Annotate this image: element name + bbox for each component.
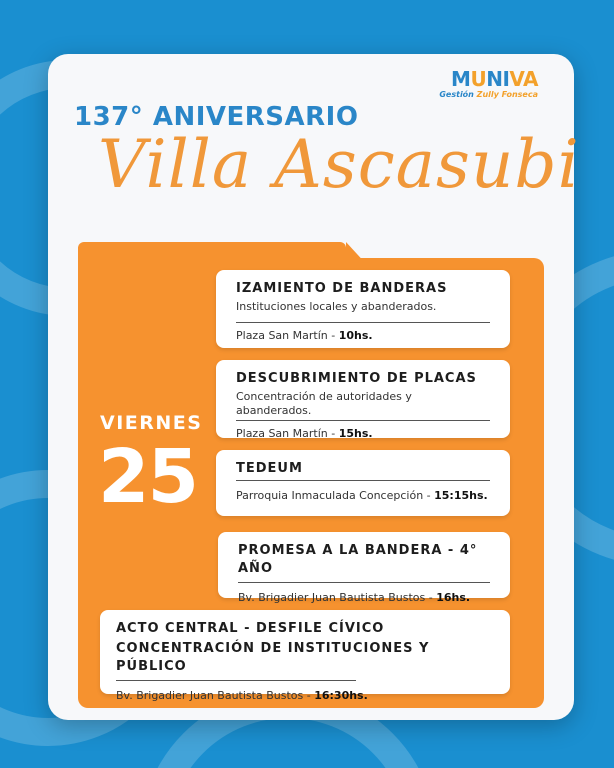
event-time: 15:15hs. (434, 489, 488, 502)
event-time: 10hs. (338, 329, 373, 342)
weekday-label: VIERNES (100, 412, 203, 434)
anniversary-title: 137° ANIVERSARIO (74, 102, 359, 132)
event-subtitle: CONCENTRACIÓN DE INSTITUCIONES Y PÚBLICO (116, 641, 430, 674)
event-title: TEDEUM (236, 461, 303, 476)
logo-letters-ni: NI (486, 67, 510, 91)
event-title: ACTO CENTRAL - DESFILE CÍVICO (116, 621, 385, 636)
event-card-tedeum (216, 450, 510, 516)
event-location (236, 489, 490, 503)
logo-tagline-name: Zully Fonseca (476, 90, 538, 99)
flyer-card (48, 54, 580, 720)
divider (238, 582, 490, 583)
event-place: Plaza San Martín - (236, 427, 339, 440)
divider (236, 420, 490, 421)
event-place: Bv. Brigadier Juan Bautista Bustos - (238, 591, 437, 604)
event-card-acto-central (100, 610, 510, 702)
divider (116, 680, 356, 681)
town-name: Villa Ascasubi (98, 126, 580, 203)
event-location (116, 689, 490, 703)
event-place: Parroquia Inmaculada Concepción - (236, 489, 435, 502)
event-card-placas (216, 360, 510, 438)
event-place: Plaza San Martín - (236, 329, 339, 342)
event-location (236, 329, 490, 343)
event-location (236, 427, 490, 441)
divider (236, 480, 490, 481)
divider (236, 322, 490, 323)
event-title: DESCUBRIMIENTO DE PLACAS (236, 371, 477, 386)
event-card-izamiento (216, 270, 510, 348)
logo-wordmark (439, 68, 538, 90)
day-number: 25 (98, 434, 197, 520)
event-time: 16hs. (436, 591, 471, 604)
muniva-logo (439, 68, 538, 99)
logo-tagline-prefix: Gestión (439, 90, 477, 99)
logo-letter-m: M (451, 67, 471, 91)
event-place: Bv. Brigadier Juan Bautista Bustos - (116, 689, 315, 702)
logo-tagline (439, 90, 538, 99)
event-description: Concentración de autoridades y abanderados. (236, 390, 412, 417)
event-card-promesa (218, 532, 510, 604)
logo-letter-u: U (470, 67, 487, 91)
event-title: IZAMIENTO DE BANDERAS (236, 281, 448, 296)
event-time: 16:30hs. (314, 689, 368, 702)
event-location (238, 591, 490, 605)
event-time: 15hs. (338, 427, 373, 440)
event-description: Instituciones locales y abanderados. (236, 300, 437, 313)
logo-letters-va: VA (509, 67, 538, 91)
event-title: PROMESA A LA BANDERA - 4° AÑO (238, 543, 478, 576)
